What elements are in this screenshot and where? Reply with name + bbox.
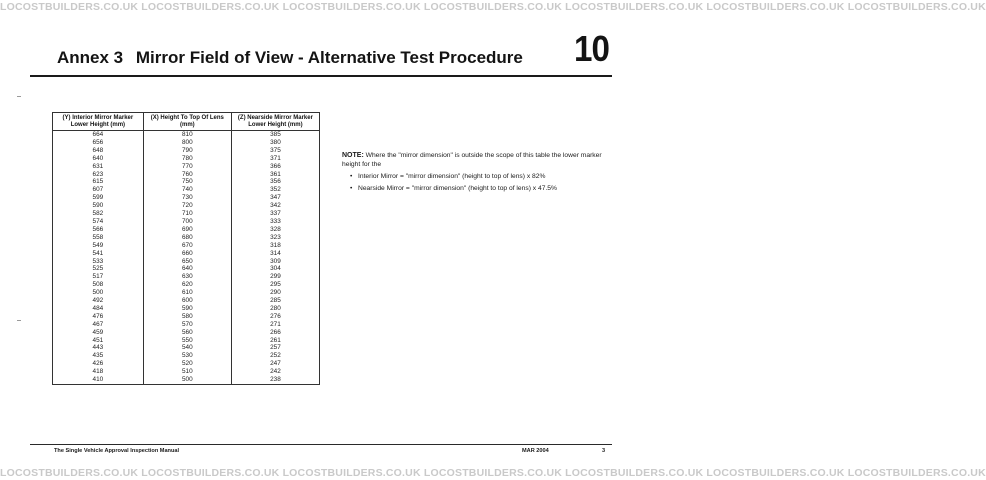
table-row [53,163,320,171]
table-row [53,352,320,360]
cell-nearside-height: 276 [231,313,319,321]
cell-nearside-height: 337 [231,210,319,218]
cell-interior-height: 574 [53,218,144,226]
cell-interior-height: 549 [53,242,144,250]
cell-nearside-height: 380 [231,139,319,147]
cell-interior-height: 451 [53,337,144,345]
table-row [53,155,320,163]
cell-interior-height: 640 [53,155,144,163]
cell-nearside-height: 257 [231,344,319,352]
cell-lens-height: 570 [143,321,231,329]
cell-interior-height: 541 [53,250,144,258]
footer-page-number: 3 [602,448,606,454]
cell-interior-height: 476 [53,313,144,321]
table-row [53,218,320,226]
cell-nearside-height: 342 [231,202,319,210]
table-row [53,210,320,218]
cell-nearside-height: 318 [231,242,319,250]
cell-interior-height: 426 [53,360,144,368]
cell-nearside-height: 385 [231,131,319,139]
cell-interior-height: 599 [53,194,144,202]
cell-nearside-height: 347 [231,194,319,202]
cell-lens-height: 730 [143,194,231,202]
table-body [53,131,320,385]
table-row [53,131,320,139]
cell-interior-height: 508 [53,281,144,289]
cell-interior-height: 631 [53,163,144,171]
cell-nearside-height: 261 [231,337,319,345]
cell-lens-height: 540 [143,344,231,352]
cell-lens-height: 770 [143,163,231,171]
cell-lens-height: 810 [143,131,231,139]
table-row [53,337,320,345]
table-row [53,329,320,337]
table-row [53,289,320,297]
cell-nearside-height: 285 [231,297,319,305]
cell-interior-height: 533 [53,258,144,266]
cell-interior-height: 623 [53,171,144,179]
cell-nearside-height: 295 [231,281,319,289]
cell-nearside-height: 309 [231,258,319,266]
cell-interior-height: 525 [53,265,144,273]
cell-lens-height: 500 [143,376,231,384]
note-bullet-list [342,172,614,193]
cell-nearside-height: 304 [231,265,319,273]
table-row [53,376,320,384]
cell-lens-height: 520 [143,360,231,368]
cell-lens-height: 800 [143,139,231,147]
cell-lens-height: 700 [143,218,231,226]
cell-lens-height: 580 [143,313,231,321]
table-row [53,178,320,186]
table-row [53,344,320,352]
cell-nearside-height: 356 [231,178,319,186]
cell-nearside-height: 299 [231,273,319,281]
footer-rule [30,444,612,445]
cell-nearside-height: 290 [231,289,319,297]
cell-interior-height: 467 [53,321,144,329]
list-item [350,172,614,181]
bullet-icon: • [350,185,353,192]
cell-interior-height: 443 [53,344,144,352]
cell-nearside-height: 352 [231,186,319,194]
table-row [53,194,320,202]
cell-nearside-height: 252 [231,352,319,360]
cell-nearside-height: 375 [231,147,319,155]
cell-lens-height: 680 [143,234,231,242]
cell-lens-height: 630 [143,273,231,281]
bullet-interior-mirror: Interior Mirror = "mirror dimension" (height to top of lens) x 82% [358,173,546,180]
cell-interior-height: 615 [53,178,144,186]
table-row [53,242,320,250]
cell-interior-height: 410 [53,376,144,384]
list-item [350,184,614,193]
bullet-nearside-mirror: Nearside Mirror = "mirror dimension" (height to top of lens) x 47.5% [358,185,557,192]
cell-interior-height: 590 [53,202,144,210]
cell-interior-height: 648 [53,147,144,155]
column-header-lens-height: (X) Height To Top Of Lens (mm) [143,113,231,131]
cell-lens-height: 650 [143,258,231,266]
table-row [53,313,320,321]
cell-lens-height: 610 [143,289,231,297]
table-row [53,258,320,266]
cell-interior-height: 500 [53,289,144,297]
mirror-height-table [52,112,320,385]
cell-lens-height: 510 [143,368,231,376]
cell-lens-height: 780 [143,155,231,163]
annex-label: Annex 3 [57,48,124,67]
cell-interior-height: 492 [53,297,144,305]
cell-interior-height: 459 [53,329,144,337]
cell-nearside-height: 333 [231,218,319,226]
cell-interior-height: 558 [53,234,144,242]
watermark-top: LOCOSTBUILDERS.CO.UK LOCOSTBUILDERS.CO.UK LOCOSTBUILDERS.CO.UK LOCOSTBUILDERS.CO.UK LOCOSTBUILDERS.CO.UK LOCOSTBUILDERS.CO.UK LOCOSTBUILDERS.CO.UK [0,1,986,13]
cell-interior-height: 566 [53,226,144,234]
cell-lens-height: 760 [143,171,231,179]
cell-nearside-height: 280 [231,305,319,313]
table-row [53,234,320,242]
cell-lens-height: 690 [143,226,231,234]
table-row [53,250,320,258]
cell-lens-height: 710 [143,210,231,218]
table-row [53,171,320,179]
cell-nearside-height: 314 [231,250,319,258]
cell-lens-height: 670 [143,242,231,250]
table-header-row [53,113,320,131]
cell-interior-height: 664 [53,131,144,139]
watermark-bottom: LOCOSTBUILDERS.CO.UK LOCOSTBUILDERS.CO.UK LOCOSTBUILDERS.CO.UK LOCOSTBUILDERS.CO.UK LOCOSTBUILDERS.CO.UK LOCOSTBUILDERS.CO.UK LOCOSTBUILDERS.CO.UK [0,467,986,479]
header-rule [30,75,612,77]
cell-lens-height: 590 [143,305,231,313]
cell-interior-height: 435 [53,352,144,360]
column-header-nearside: (Z) Nearside Mirror Marker Lower Height (mm) [231,113,319,131]
table-row [53,360,320,368]
cell-nearside-height: 361 [231,171,319,179]
table-row [53,147,320,155]
cell-lens-height: 720 [143,202,231,210]
table-row [53,281,320,289]
table-row [53,305,320,313]
footer-date: MAR 2004 [522,448,549,454]
cell-nearside-height: 271 [231,321,319,329]
note-text: Where the "mirror dimension" is outside the scope of this table the lower marker height for the [342,152,602,168]
table-row [53,321,320,329]
cell-interior-height: 418 [53,368,144,376]
table-row [53,226,320,234]
page-title [57,48,523,68]
cell-lens-height: 750 [143,178,231,186]
table-row [53,186,320,194]
cell-lens-height: 660 [143,250,231,258]
table-row [53,273,320,281]
margin-mark [17,96,21,97]
cell-lens-height: 560 [143,329,231,337]
cell-interior-height: 517 [53,273,144,281]
cell-lens-height: 640 [143,265,231,273]
cell-interior-height: 607 [53,186,144,194]
cell-nearside-height: 266 [231,329,319,337]
column-header-interior: (Y) Interior Mirror Marker Lower Height (mm) [53,113,144,131]
cell-interior-height: 582 [53,210,144,218]
cell-nearside-height: 323 [231,234,319,242]
cell-nearside-height: 371 [231,155,319,163]
note-block [342,151,614,196]
cell-nearside-height: 328 [231,226,319,234]
note-label: NOTE: [342,152,364,159]
table-row [53,265,320,273]
section-number: 10 [574,28,610,69]
cell-interior-height: 484 [53,305,144,313]
cell-nearside-height: 247 [231,360,319,368]
cell-nearside-height: 242 [231,368,319,376]
cell-nearside-height: 238 [231,376,319,384]
cell-lens-height: 530 [143,352,231,360]
margin-mark [17,320,21,321]
cell-lens-height: 740 [143,186,231,194]
cell-lens-height: 790 [143,147,231,155]
table-row [53,368,320,376]
cell-nearside-height: 366 [231,163,319,171]
table-row [53,139,320,147]
title-text: Mirror Field of View - Alternative Test Procedure [135,48,523,67]
cell-lens-height: 620 [143,281,231,289]
cell-lens-height: 600 [143,297,231,305]
cell-lens-height: 550 [143,337,231,345]
bullet-icon: • [350,173,353,180]
footer-manual-title: The Single Vehicle Approval Inspection Manual [54,448,180,454]
cell-interior-height: 656 [53,139,144,147]
table-row [53,202,320,210]
table-row [53,297,320,305]
